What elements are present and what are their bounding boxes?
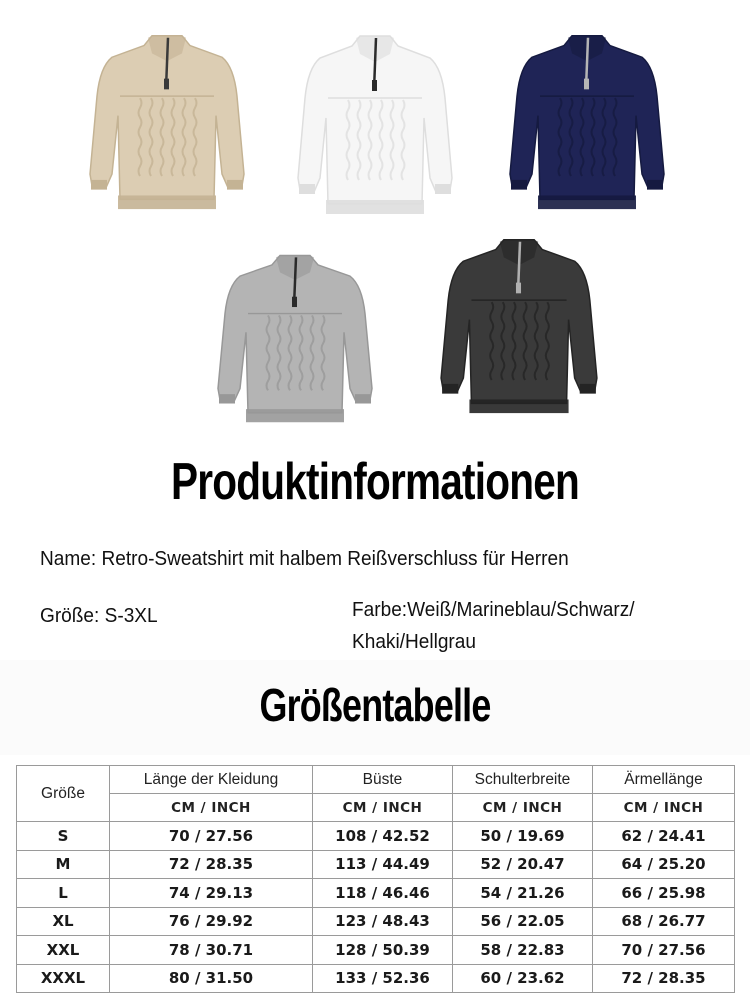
measurement-cell: 62 / 24.41 bbox=[593, 822, 735, 851]
measurement-cell: 72 / 28.35 bbox=[110, 850, 313, 879]
product-image-navy bbox=[502, 28, 672, 213]
table-row bbox=[17, 850, 735, 879]
table-row bbox=[17, 879, 735, 908]
measurement-cell: 54 / 21.26 bbox=[453, 879, 593, 908]
measurement-cell: 80 / 31.50 bbox=[110, 964, 313, 993]
measurement-cell: 72 / 28.35 bbox=[593, 964, 735, 993]
table-row bbox=[17, 907, 735, 936]
column-header-length: Länge der Kleidung bbox=[110, 766, 313, 794]
measurement-cell: 60 / 23.62 bbox=[453, 964, 593, 993]
measurement-cell: 70 / 27.56 bbox=[593, 936, 735, 965]
product-colors-line-1: Farbe:Weiß/Marineblau/Schwarz/ bbox=[352, 598, 635, 621]
size-label: S bbox=[17, 822, 110, 851]
measurement-cell: 123 / 48.43 bbox=[313, 907, 453, 936]
sweatshirt-illustration bbox=[82, 28, 252, 213]
measurement-cell: 68 / 26.77 bbox=[593, 907, 735, 936]
table-row bbox=[17, 822, 735, 851]
sweatshirt-illustration bbox=[210, 248, 380, 426]
unit-label: CM / INCH bbox=[313, 794, 453, 822]
product-colors-line-2: Khaki/Hellgrau bbox=[352, 630, 476, 653]
size-chart-unit-row bbox=[17, 794, 735, 822]
product-image-light-grey bbox=[210, 248, 380, 426]
sweatshirt-illustration bbox=[290, 28, 460, 218]
measurement-cell: 52 / 20.47 bbox=[453, 850, 593, 879]
column-header-bust: Büste bbox=[313, 766, 453, 794]
size-chart-table bbox=[16, 765, 735, 993]
product-name: Name: Retro-Sweatshirt mit halbem Reißverschluss für Herren bbox=[40, 547, 569, 570]
table-row bbox=[17, 964, 735, 993]
size-chart-heading: Größentabelle bbox=[259, 679, 491, 731]
column-header-sleeve: Ärmellänge bbox=[593, 766, 735, 794]
unit-label: CM / INCH bbox=[453, 794, 593, 822]
size-label: XXL bbox=[17, 936, 110, 965]
measurement-cell: 58 / 22.83 bbox=[453, 936, 593, 965]
measurement-cell: 70 / 27.56 bbox=[110, 822, 313, 851]
size-column-header: Größe bbox=[17, 766, 110, 822]
sweatshirt-illustration bbox=[433, 232, 605, 417]
measurement-cell: 78 / 30.71 bbox=[110, 936, 313, 965]
measurement-cell: 64 / 25.20 bbox=[593, 850, 735, 879]
product-info-heading: Produktinformationen bbox=[170, 453, 580, 511]
measurement-cell: 118 / 46.46 bbox=[313, 879, 453, 908]
measurement-cell: 74 / 29.13 bbox=[110, 879, 313, 908]
size-label: XL bbox=[17, 907, 110, 936]
measurement-cell: 133 / 52.36 bbox=[313, 964, 453, 993]
measurement-cell: 50 / 19.69 bbox=[453, 822, 593, 851]
size-label: XXXL bbox=[17, 964, 110, 993]
table-row bbox=[17, 936, 735, 965]
measurement-cell: 76 / 29.92 bbox=[110, 907, 313, 936]
product-image-black bbox=[433, 232, 605, 417]
measurement-cell: 56 / 22.05 bbox=[453, 907, 593, 936]
size-label: L bbox=[17, 879, 110, 908]
product-image-white bbox=[290, 28, 460, 218]
size-chart-header-row bbox=[17, 766, 735, 794]
product-image-khaki bbox=[82, 28, 252, 213]
unit-label: CM / INCH bbox=[593, 794, 735, 822]
product-colors bbox=[352, 594, 635, 658]
measurement-cell: 108 / 42.52 bbox=[313, 822, 453, 851]
measurement-cell: 113 / 44.49 bbox=[313, 850, 453, 879]
measurement-cell: 66 / 25.98 bbox=[593, 879, 735, 908]
size-label: M bbox=[17, 850, 110, 879]
measurement-cell: 128 / 50.39 bbox=[313, 936, 453, 965]
column-header-shoulder: Schulterbreite bbox=[453, 766, 593, 794]
product-size-range: Größe: S-3XL bbox=[40, 604, 158, 627]
unit-label: CM / INCH bbox=[110, 794, 313, 822]
sweatshirt-illustration bbox=[502, 28, 672, 213]
